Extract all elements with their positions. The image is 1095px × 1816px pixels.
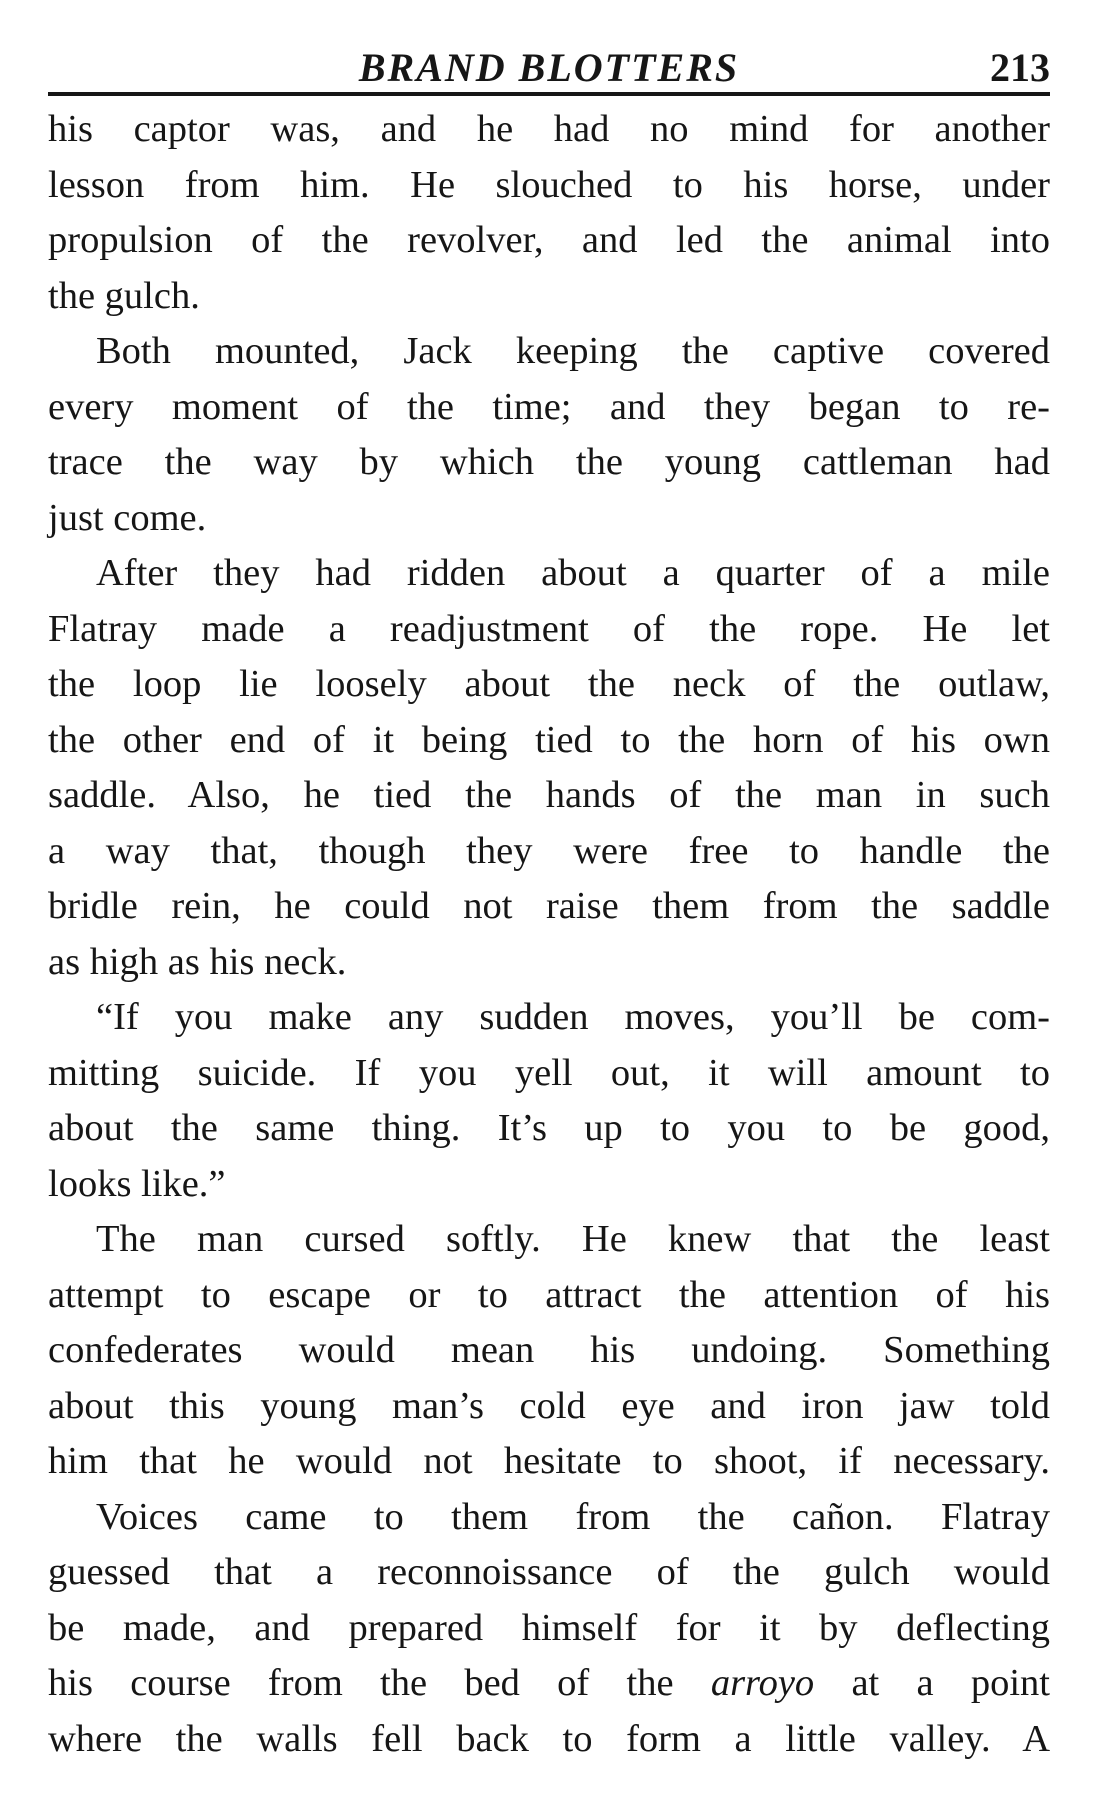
text-line: attempt to escape or to attract the attention of his [48, 1273, 1050, 1316]
text-line: confederates would mean his undoing. Something [48, 1329, 1050, 1371]
text-line: as high as his neck. [48, 940, 347, 983]
text-line: Voices came to them from the cañon. Flatray [96, 1495, 1050, 1538]
text-line: about the same thing. It’s up to you to be good, [48, 1107, 1050, 1149]
italic-word: arroyo [710, 1662, 815, 1704]
text-line: guessed that a reconnoissance of the gulch would [48, 1551, 1050, 1593]
text-line-with-italic [48, 1656, 1050, 1712]
paragraph-6 [48, 1490, 1050, 1768]
text-line: After they had ridden about a quarter of a mile [96, 552, 1050, 594]
text-line: Flatray made a readjustment of the rope. He let [48, 607, 1050, 650]
text-line: his captor was, and he had no mind for another [48, 108, 1050, 150]
paragraph-5 [48, 1212, 1050, 1490]
running-title: BRAND BLOTTERS [358, 45, 740, 90]
paragraph-1 [48, 102, 1050, 324]
text-line: him that he would not hesitate to shoot, if necessary. [48, 1440, 1050, 1482]
text-line: about this young man’s cold eye and iron jaw told [48, 1384, 1050, 1427]
text-line: propulsion of the revolver, and led the animal into [48, 219, 1050, 261]
text-line: Both mounted, Jack keeping the captive covered [96, 330, 1050, 372]
text-line: the other end of it being tied to the horn of his own [48, 718, 1050, 761]
text-line: lesson from him. He slouched to his horse, under [48, 163, 1050, 206]
paragraph-3 [48, 546, 1050, 990]
text-line: looks like.” [48, 1162, 226, 1205]
paragraph-4 [48, 990, 1050, 1212]
book-page [48, 40, 1050, 1767]
paragraph-2 [48, 324, 1050, 546]
text-line: every moment of the time; and they began to re- [48, 385, 1050, 428]
text-line: a way that, though they were free to handle the [48, 829, 1050, 872]
body-text [48, 102, 1050, 1767]
text-segment: his course from the bed of the [48, 1662, 711, 1704]
text-line: just come. [48, 496, 207, 539]
text-line: The man cursed softly. He knew that the least [96, 1218, 1050, 1260]
text-line: be made, and prepared himself for it by deflecting [48, 1606, 1050, 1649]
text-segment: at a point [814, 1662, 1050, 1704]
text-line: the loop lie loosely about the neck of the outlaw, [48, 663, 1050, 705]
page-header [48, 40, 1050, 96]
text-line: where the walls fell back to form a little valley. A [48, 1717, 1050, 1760]
text-line: mitting suicide. If you yell out, it will amount to [48, 1051, 1050, 1094]
text-line: bridle rein, he could not raise them from the saddle [48, 885, 1050, 927]
text-line: saddle. Also, he tied the hands of the man in such [48, 774, 1050, 816]
text-line: “If you make any sudden moves, you’ll be com- [96, 996, 1050, 1038]
page-number: 213 [990, 45, 1050, 90]
text-line: trace the way by which the young cattleman had [48, 441, 1050, 483]
text-line: the gulch. [48, 274, 200, 317]
